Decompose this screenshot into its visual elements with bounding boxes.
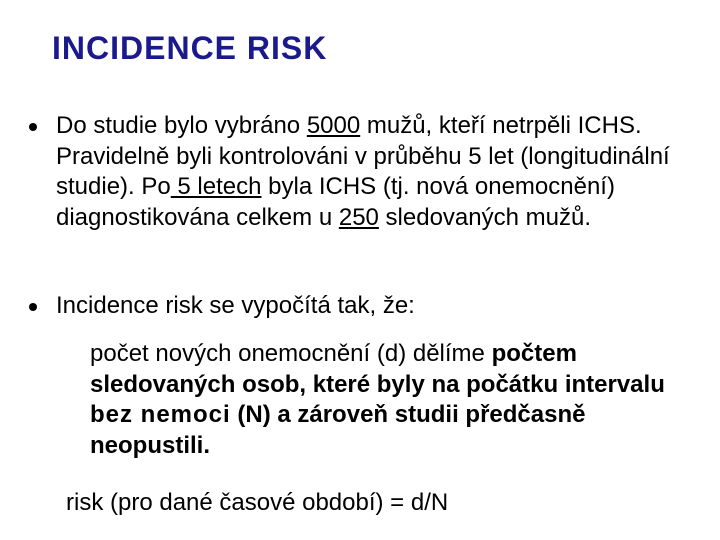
number-of-men: 5000 [306,112,361,139]
bullet-item-study-description [56,111,686,233]
bullet-dot [29,303,37,311]
bullet-text: Incidence risk se vypočítá tak, že: [56,292,415,319]
definition-emphasis: počtem sledovaných osob, které byly na počátku intervalu [90,340,665,398]
without-disease-emphasis: bez nemoci [90,401,231,428]
bullet-text: byla ICHS (tj. nová onemocnění) diagnostikována celkem u [56,173,615,231]
bullet-text: mužů, kteří netrpěli ICHS. Pravidelně byli kontrolováni v průběhu 5 let (longitudinální studie). Po [56,112,670,200]
bullet-item-calculation [56,291,686,322]
definition-text: počet nových onemocnění (d) dělíme [90,340,492,367]
definition-emphasis: (N) a zároveň studii předčasně neopustili. [90,401,586,459]
risk-formula: risk (pro dané časové období) = d/N [66,489,449,516]
bullet-dot [29,123,37,131]
definition-paragraph [90,339,690,461]
number-of-cases: 250 [338,203,379,231]
follow-up-period: 5 letech [170,173,262,200]
bullet-text: Do studie bylo vybráno [56,112,307,139]
slide-title: INCIDENCE RISK [52,30,328,66]
bullet-text: sledovaných mužů. [378,203,591,231]
